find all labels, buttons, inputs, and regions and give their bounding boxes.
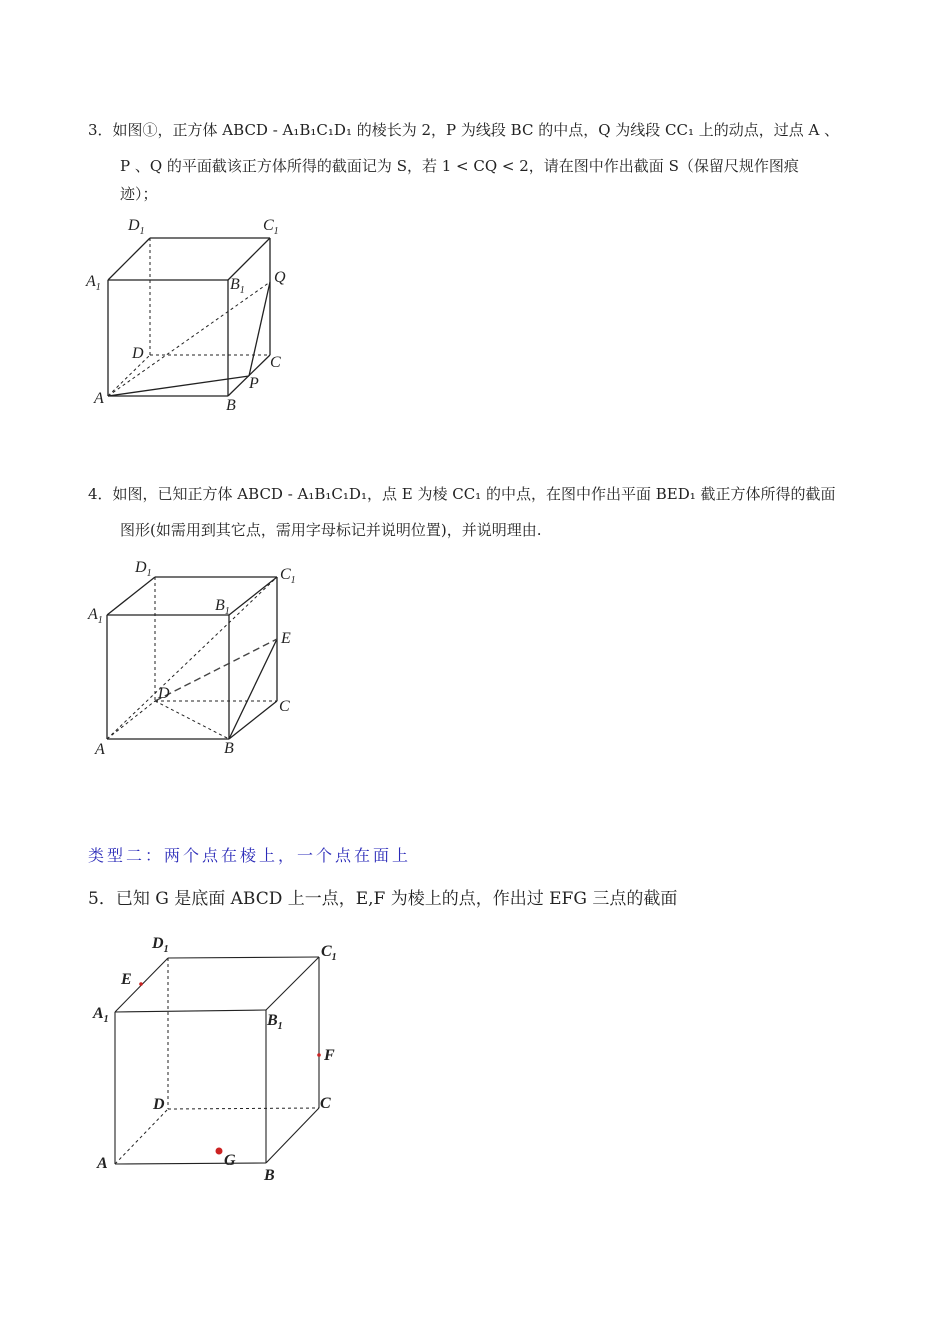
problem-3-figure: [80, 210, 310, 415]
point-G: [216, 1148, 223, 1155]
problem-4-line-2: 图形(如需用到其它点，需用字母标记并说明位置)，并说明理由.: [120, 521, 542, 539]
label-E: E: [281, 630, 291, 647]
label-A1: $A_1$: [86, 273, 101, 293]
problem-4-figure: [82, 555, 312, 760]
label-B: B: [264, 1167, 275, 1184]
label-C: C: [270, 354, 281, 371]
label-D: D: [158, 685, 170, 702]
label-P: P: [249, 375, 259, 392]
label-D1: $D_1$: [135, 559, 152, 579]
label-A: A: [94, 390, 104, 407]
label-B: B: [226, 397, 236, 414]
problem-3-line-1: 3．如图①，正方体 ABCD - A₁B₁C₁D₁ 的棱长为 2，P 为线段 BC 的中点，Q 为线段 CC₁ 上的动点，过点 A 、: [88, 121, 840, 139]
problem-4-line-1: 4．如图，已知正方体 ABCD - A₁B₁C₁D₁，点 E 为棱 CC₁ 的中点，在图中作出平面 BED₁ 截正方体所得的截面: [88, 485, 836, 503]
label-B1: $B_1$: [230, 276, 245, 296]
label-B: B: [224, 740, 234, 757]
label-A: A: [95, 741, 105, 758]
label-E: E: [121, 971, 132, 988]
label-D: D: [132, 345, 144, 362]
label-A1: $A_1$: [88, 606, 103, 626]
label-G: G: [224, 1152, 236, 1169]
problem-4: [88, 476, 878, 548]
problem-5-text: 5．已知 G 是底面 ABCD 上一点，E,F 为棱上的点，作出过 EFG 三点的截面: [88, 889, 678, 909]
problem-3: [88, 112, 878, 204]
label-Q: Q: [274, 269, 286, 286]
label-D1: $D_1$: [128, 217, 145, 237]
label-D: D: [153, 1096, 165, 1113]
label-C: C: [279, 698, 290, 715]
section-title: 类型二：两个点在棱上，一个点在面上: [88, 846, 412, 865]
label-C1: $C_1$: [280, 566, 296, 586]
point-E: [139, 982, 143, 986]
point-F: [317, 1053, 321, 1057]
label-F: F: [324, 1047, 335, 1064]
label-C1: $C_1$: [321, 943, 337, 963]
label-C: C: [320, 1095, 331, 1112]
problem-5-figure: [88, 930, 358, 1190]
label-A1: $A_1$: [93, 1005, 109, 1025]
label-A: A: [97, 1155, 108, 1172]
problem-3-line-2: P 、Q 的平面截该正方体所得的截面记为 S，若 1 < CQ < 2，请在图中作出截面 S（保留尺规作图痕: [120, 157, 799, 175]
problem-3-line-3: 迹）；: [120, 185, 158, 203]
label-B1: $B_1$: [267, 1012, 283, 1032]
label-B1: $B_1$: [215, 597, 230, 617]
label-D1: $D_1$: [152, 935, 169, 955]
label-C1: $C_1$: [263, 217, 279, 237]
